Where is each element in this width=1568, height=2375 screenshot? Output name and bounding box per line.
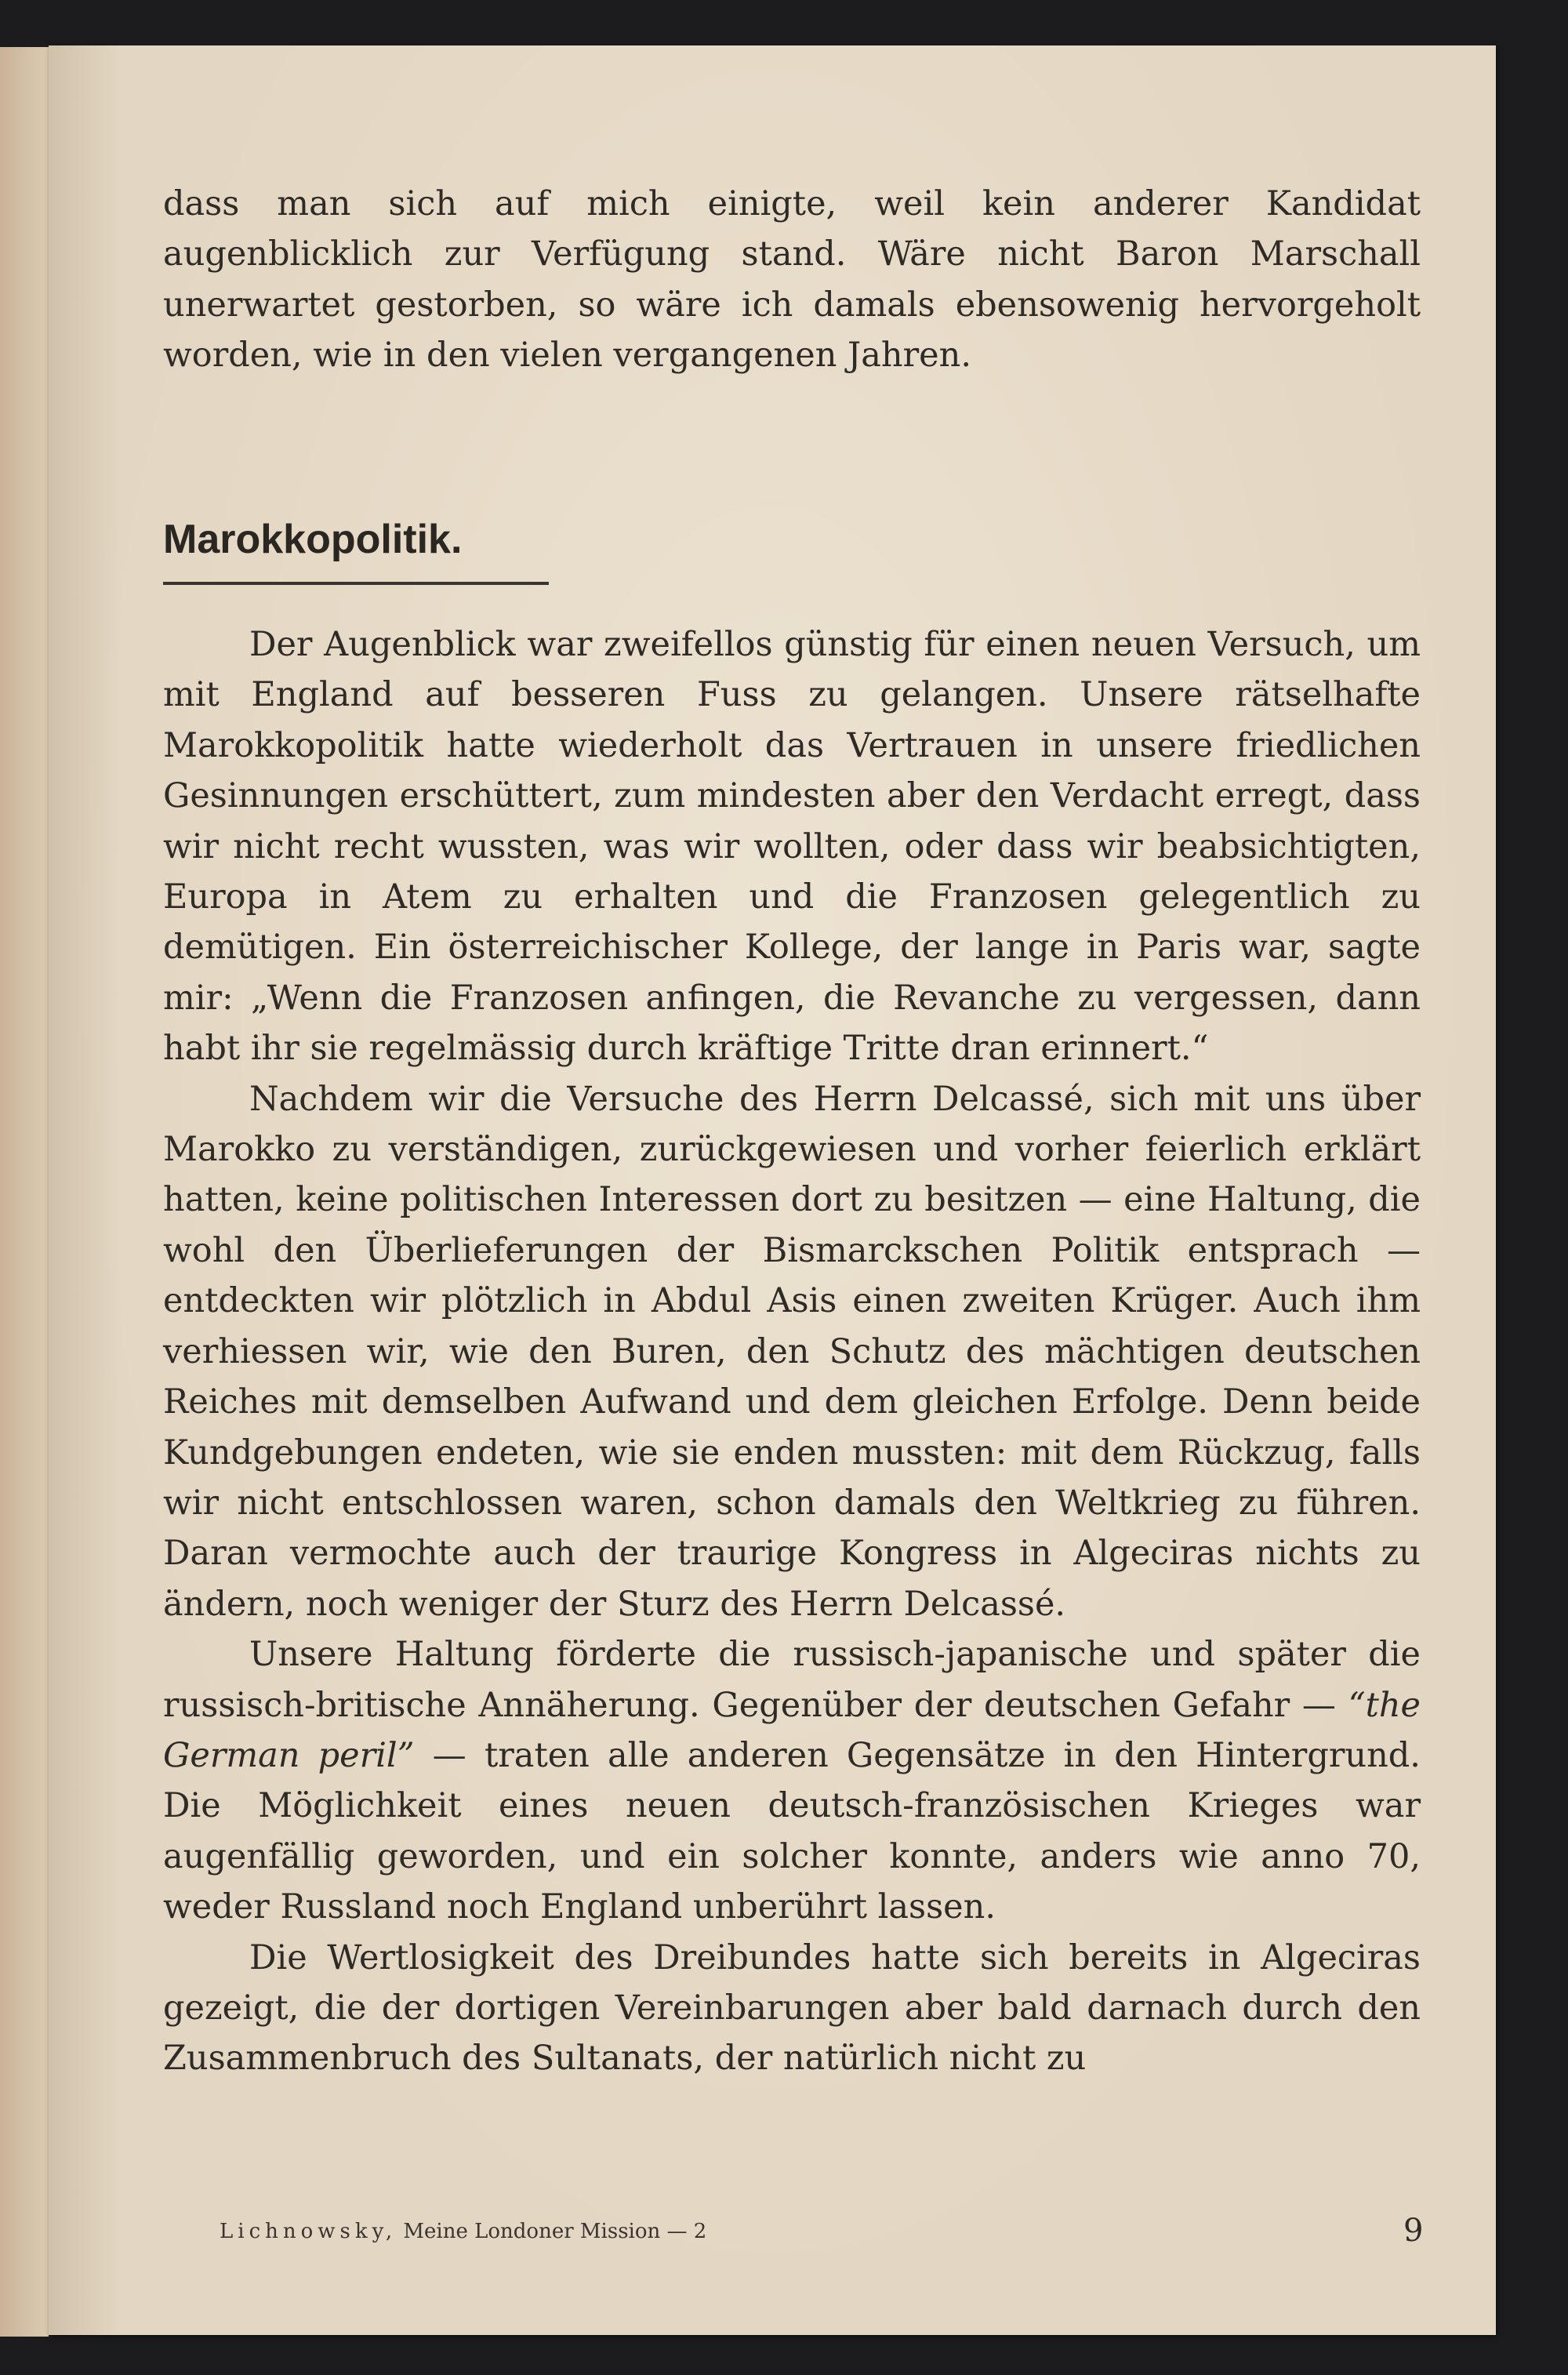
paragraph-text-after-quote: — traten alle anderen Gegensätze in den Hintergrund. Die Möglichkeit eines neuen deutsch-französischen Krieges war augenfällig geworden, und ein solcher konnte, anders wie anno 70, weder Russland noch England unberührt lassen. — [163, 1735, 1421, 1927]
german-peril-quote: “the German peril” — [163, 1685, 1421, 1775]
body-paragraph-german-peril — [163, 1629, 1421, 1932]
body-paragraph-last: Die Wertlosigkeit des Dreibundes hatte sich bereits in Algeciras gezeigt, die der dortigen Vereinbarungen aber bald darnach durch den Zusammenbruch des Sultanats, der natürlich nicht zu — [163, 1937, 1421, 2079]
continued-paragraph: dass man sich auf mich einigte, weil kein anderer Kandidat augenblicklich zur Verfügung stand. Wäre nicht Baron Marschall unerwartet gestorben, so wäre ich damals ebensowenig hervorgeholt worden, wie in den vielen vergangenen Jahren. — [163, 184, 1421, 376]
book-spine-edge — [0, 47, 49, 2337]
page-number: 9 — [1403, 2213, 1424, 2249]
footer-title: Meine Londoner Mission — [403, 2220, 661, 2243]
heading-underline — [163, 582, 549, 585]
footer-sheet-mark: — 2 — [666, 2220, 707, 2243]
continued-paragraph-block — [163, 179, 1421, 381]
body-paragraph: Der Augenblick war zweifellos günstig für einen neuen Versuch, um mit England auf besseren Fuss zu gelangen. Unsere rätselhafte Marokkopolitik hatte wiederholt das Vertrauen in unsere friedlichen Gesinnungen erschüttert, zum mindesten aber den Verdacht erregt, dass wir nicht recht wussten, was wir wollten, oder dass wir beabsichtigten, Europa in Atem zu erhalten und die Franzosen gelegentlich zu demütigen. Ein österreichischer Kollege, der lange in Paris war, sagte mir: „Wenn die Franzosen anfingen, die Revanche zu vergessen, dann habt ihr sie regelmässig durch kräftige Tritte dran erinnert.“ — [163, 625, 1421, 1069]
footer-author: Lichnowsky, — [220, 2220, 397, 2243]
body-paragraph: Nachdem wir die Versuche des Herrn Delcassé, sich mit uns über Marokko zu verständigen, zurückgewiesen und vorher feierlich erklärt hatten, keine politischen Interessen dort zu besitzen — eine Haltung, die wohl den Überlieferungen der Bismarckschen Politik entsprach — entdeckten wir plötzlich in Abdul Asis einen zweiten Krüger. Auch ihm verhiessen wir, wie den Buren, den Schutz des mächtigen deutschen Reiches mit demselben Aufwand und dem gleichen Erfolge. Denn beide Kundgebungen endeten, wie sie enden mussten: mit dem Rückzug, falls wir nicht entschlossen waren, schon damals den Weltkrieg zu führen. Daran vermochte auch der traurige Kongress in Algeciras nichts zu ändern, noch weniger der Sturz des Herrn Delcassé. — [163, 1079, 1421, 1624]
printer-signature-line — [220, 2220, 706, 2243]
book-page — [49, 45, 1496, 2335]
section-heading: Marokkopolitik. — [163, 517, 463, 562]
paragraph-text-before-quote: Unsere Haltung förderte die russisch-japanische und später die russisch-britische Annäherung. Gegenüber der deutschen Gefahr — — [163, 1635, 1421, 1725]
section-body — [163, 619, 1421, 2084]
